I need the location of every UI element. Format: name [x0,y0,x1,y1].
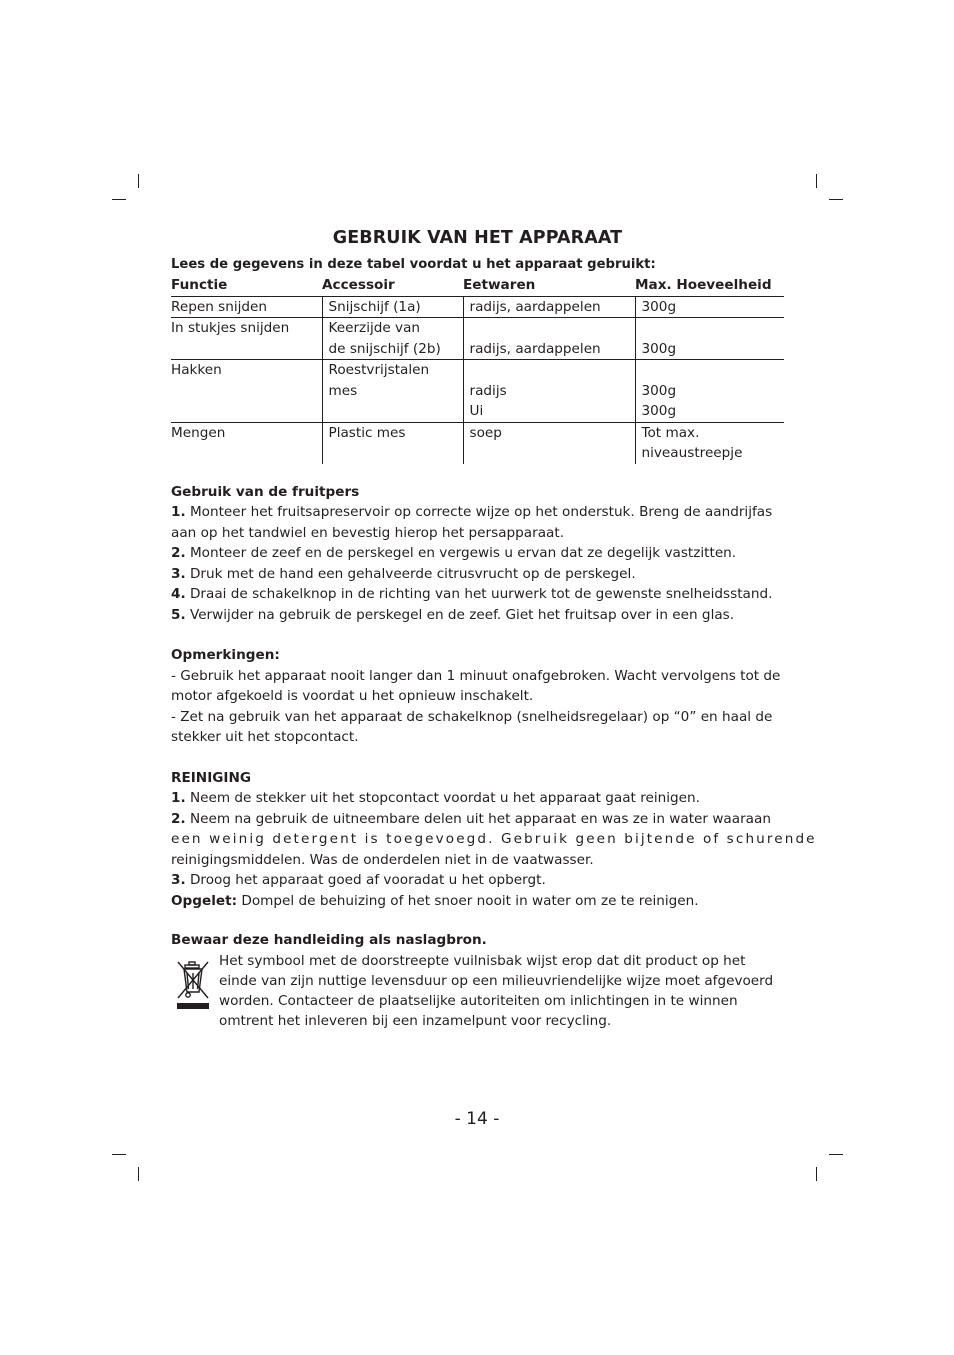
opmerking-item: - Zet na gebruik van het apparaat de schakelknop (snelheidsregelaar) op “0” en haal de stekker uit het stopcontact. [171,708,773,745]
table-cell: radijs, aardappelen [469,340,601,357]
table-cell: 300g [641,298,677,315]
reiniging-step-line: een weinig detergent is toegevoegd. Gebruik geen bijtende of schurende [171,831,817,847]
step-number: 2. [171,810,186,827]
table-cell: de snijschijf (2b) [328,340,441,357]
step-text: Droog het apparaat goed af vooradat u het opbergt. [185,872,546,888]
fruitpers-heading: Gebruik van de fruitpers [171,483,360,500]
header-max-hoeveelheid: Max. Hoeveelheid [635,275,784,296]
table-cell: Plastic mes [328,424,406,441]
page-content [171,228,817,1031]
table-row [171,296,784,318]
table-cell [171,381,322,402]
table-cell [171,401,322,422]
table-intro: Lees de gegevens in deze tabel voordat u het apparaat gebruikt: [171,257,656,272]
table-cell: Hakken [171,362,222,378]
usage-table [171,275,784,464]
step-text: Verwijder na gebruik de perskegel en de zeef. Giet het fruitsap over in een glas. [185,606,735,623]
step-text: Draai de schakelknop in de richting van het uurwerk tot de gewenste snelheidsstand. [185,586,773,602]
warning-text: Dompel de behuizing of het snoer nooit in water om ze te reinigen. [237,892,699,909]
opmerkingen-heading: Opmerkingen: [171,647,280,663]
crop-mark [112,1154,126,1155]
crop-mark [816,174,817,188]
table-cell: 300g [641,403,677,419]
crop-mark [829,1154,843,1155]
crop-mark [138,1167,139,1181]
fruitpers-step [171,543,784,564]
table-cell: In stukjes snijden [171,320,290,336]
step-text: Neem na gebruik de uitneembare delen uit het apparaat en was ze in water waaraan [185,810,771,827]
step-number: 1. [171,790,186,806]
table-cell: Ui [469,403,484,419]
step-text: Monteer de zeef en de perskegel en vergewis u ervan dat ze degelijk vastzitten. [185,545,737,561]
step-number: 5. [171,606,186,623]
step-number: 3. [171,565,186,582]
table-cell [642,318,785,339]
header-eetwaren: Eetwaren [463,275,635,296]
crossed-out-wheelie-bin-icon [175,959,211,1011]
table-cell: 300g [641,340,677,357]
recycling-text: Het symbool met de doorstreepte vuilnisbak wijst erop dat dit product op het einde van zijn nuttige levensduur op een milieuvriendelijke wijze moet afgevoerd worden. Contacteer de plaatselijke autoriteiten om inlichtingen in te winnen omtrent het inleveren bij een inzamelpunt voor recycling. [219,952,774,1029]
reiniging-step-line: reinigingsmiddelen. Was de onderdelen niet in de vaatwasser. [171,851,594,868]
reiniging-step [171,788,784,809]
table-cell [329,401,463,422]
table-row [171,360,784,423]
table-cell: mes [328,382,358,399]
table-cell: Tot max. [641,424,700,441]
bewaar-note: Bewaar deze handleiding als naslagbron. [171,932,487,948]
step-number: 2. [171,545,186,561]
table-cell: Mengen [171,424,226,441]
table-cell [470,443,635,464]
reiniging-section [171,768,817,912]
crop-mark [829,199,843,200]
crop-mark [816,1167,817,1181]
opmerkingen-section [171,645,784,748]
table-cell [470,360,635,381]
table-cell [642,360,785,381]
fruitpers-step [171,605,784,626]
step-text: Monteer het fruitsapreservoir op correcte wijze op het onderstuk. Breng de aandrijfas aan op het tandwiel en bevestig hierop het persapparaat. [171,504,773,541]
step-text: Neem de stekker uit het stopcontact voordat u het apparaat gaat reinigen. [185,790,700,806]
table-cell: Roestvrijstalen [328,362,430,378]
step-number: 1. [171,504,186,520]
warning-note [171,891,784,912]
table-cell [329,443,463,464]
table-cell: 300g [641,382,677,399]
reiniging-heading: REINIGING [171,769,251,786]
header-functie: Functie [171,275,322,296]
table-cell: soep [469,424,502,441]
table-cell: Keerzijde van [328,320,421,336]
table-cell [171,339,322,360]
recycling-notice [171,951,784,1031]
table-header-row [171,275,784,296]
table-cell: Snijschijf (1a) [328,298,421,315]
table-cell: radijs, aardappelen [469,298,601,315]
page-title: GEBRUIK VAN HET APPARAAT [332,228,623,248]
table-cell: Repen snijden [171,298,267,315]
step-number: 3. [171,872,186,888]
header-accessoir: Accessoir [322,275,463,296]
table-cell [470,318,635,339]
crop-mark [112,199,126,200]
fruitpers-step [171,502,784,543]
table-cell: niveaustreepje [641,445,743,461]
fruitpers-step [171,584,784,605]
step-text: Druk met de hand een gehalveerde citrusvrucht op de perskegel. [185,565,636,582]
fruitpers-step [171,564,784,585]
reiniging-step [171,870,784,891]
fruitpers-section [171,482,784,626]
opmerking-item: - Gebruik het apparaat nooit langer dan 1 minuut onafgebroken. Wacht vervolgens tot de motor afgekoeld is voordat u het opnieuw inschakelt. [171,667,781,704]
table-cell: radijs [469,382,507,399]
page-number: - 14 - [454,1109,500,1129]
warning-label: Opgelet: [171,892,238,909]
table-row [171,318,784,360]
table-row [171,422,784,464]
table-cell [171,443,322,464]
step-number: 4. [171,586,186,602]
reiniging-step [171,809,784,830]
crop-mark [138,174,139,188]
